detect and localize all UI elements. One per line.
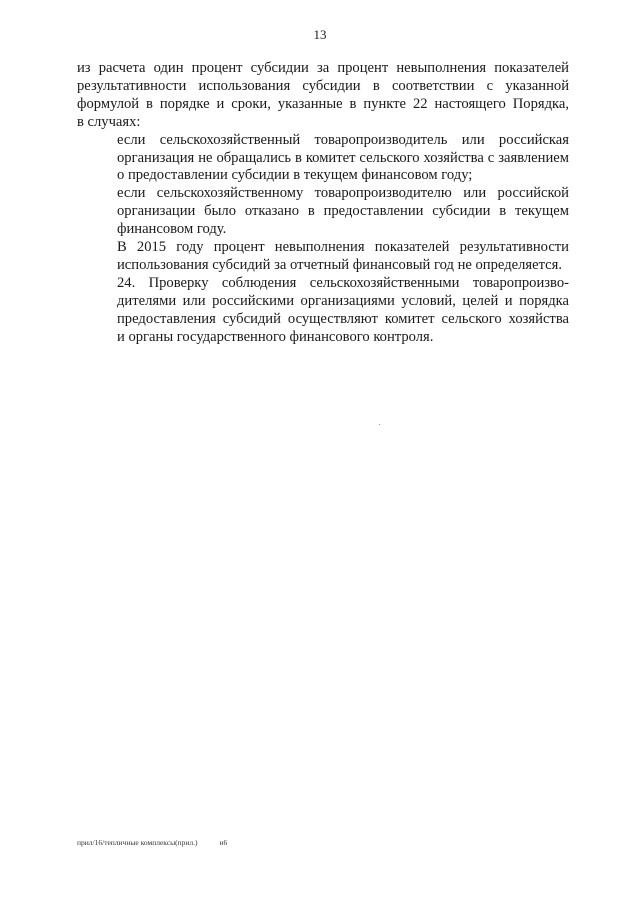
footer-code: н6 (219, 838, 228, 847)
footer (77, 838, 227, 848)
text-line: о предоставлении субсидии в текущем финансовом году; (117, 167, 473, 184)
footer-file-path: прил/16/тепличные комплексы(прил.) (77, 838, 198, 847)
text-line: если сельскохозяйственному товаропроизводителю или российской (117, 185, 569, 202)
paragraph-case-refused (77, 185, 569, 239)
text-line: В 2015 году процент невыполнения показателей результативности (117, 239, 569, 256)
text-line: финансовом году. (117, 221, 227, 238)
text-line: если сельскохозяйственный товаропроизводитель или российская (117, 131, 569, 148)
paragraph-calculation (77, 60, 569, 132)
text-line: в случаях: (77, 113, 141, 130)
paragraph-year-2015 (77, 239, 569, 275)
text-line: организация не обращались в комитет сельского хозяйства с заявлением (117, 149, 569, 166)
text-line: предоставления субсидий осуществляют комитет сельского хозяйства (117, 310, 569, 327)
text-line: формулой в порядке и сроки, указанные в пункте 22 настоящего Порядка, (77, 95, 569, 112)
text-line: организации было отказано в предоставлении субсидии в текущем (117, 203, 569, 220)
scan-speck (379, 424, 380, 425)
paragraph-item-24 (77, 275, 569, 347)
text-line: из расчета один процент субсидии за процент невыполнения показателей (77, 60, 569, 76)
page-number: 13 (313, 27, 327, 42)
document-body (77, 60, 569, 347)
text-line: и органы государственного финансового контроля. (117, 328, 434, 345)
paragraph-case-no-application (77, 132, 569, 186)
text-line: 24. Проверку соблюдения сельскохозяйственными товаропроизво- (117, 274, 569, 291)
text-line: дителями или российскими организациями условий, целей и порядка (117, 292, 569, 309)
text-line: использования субсидий за отчетный финансовый год не определяется. (117, 256, 562, 273)
text-line: результативности использования субсидии в соответствии с указанной (77, 77, 569, 94)
